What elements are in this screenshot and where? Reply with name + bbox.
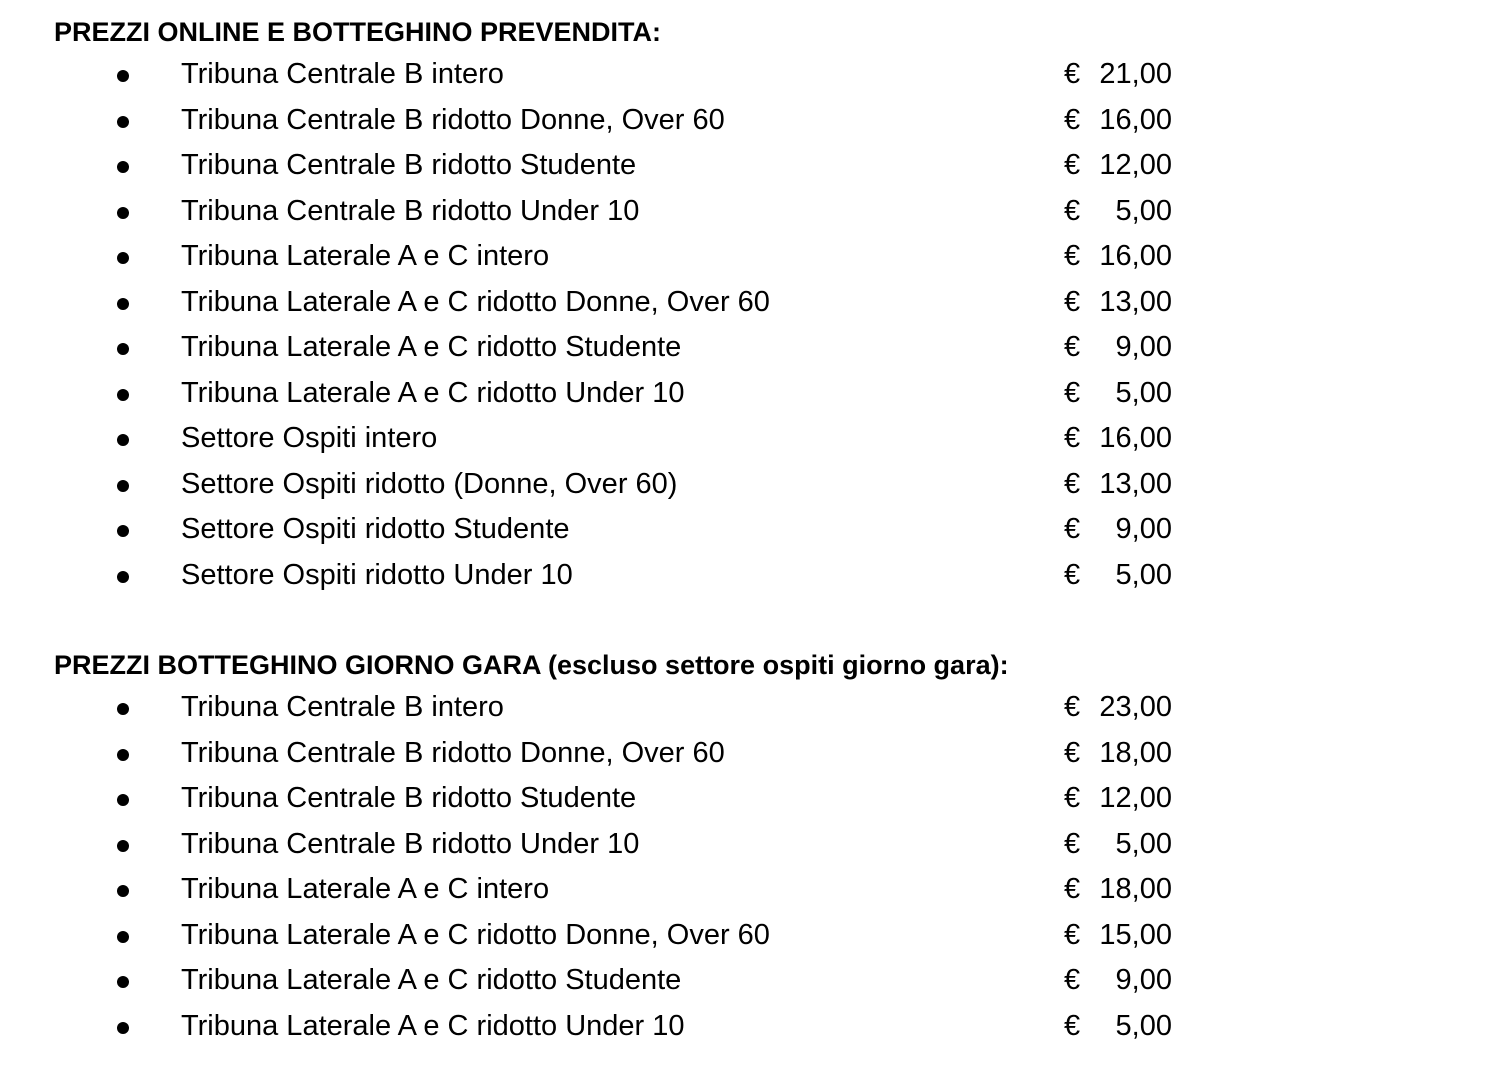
currency-symbol: €	[1064, 736, 1081, 769]
currency-symbol: €	[1064, 1009, 1081, 1042]
price-row	[54, 685, 1254, 731]
bullet-icon	[117, 389, 129, 401]
ticket-price	[1064, 822, 1172, 868]
price-amount: 5,00	[1115, 376, 1172, 409]
ticket-price	[1064, 371, 1172, 417]
ticket-price	[1064, 98, 1172, 144]
price-amount: 13,00	[1099, 467, 1172, 500]
ticket-label: Tribuna Laterale A e C ridotto Studente	[181, 964, 682, 996]
currency-symbol: €	[1064, 964, 1081, 996]
price-amount: 13,00	[1099, 285, 1172, 318]
bullet-icon	[117, 70, 129, 82]
ticket-label: Settore Ospiti ridotto Under 10	[181, 558, 573, 591]
ticket-price	[1064, 1004, 1172, 1050]
ticket-label: Tribuna Centrale B intero	[181, 691, 504, 723]
ticket-price	[1064, 143, 1172, 189]
ticket-label: Settore Ospiti intero	[181, 422, 438, 454]
price-row	[54, 371, 1254, 417]
price-amount: 18,00	[1099, 736, 1172, 769]
section-heading: PREZZI BOTTEGHINO GIORNO GARA (escluso settore ospiti giorno gara):	[54, 650, 1009, 680]
price-amount: 9,00	[1115, 331, 1172, 363]
price-amount: 9,00	[1115, 964, 1172, 996]
price-amount: 21,00	[1099, 58, 1172, 90]
ticket-price	[1064, 776, 1172, 822]
currency-symbol: €	[1064, 827, 1081, 860]
price-row	[54, 189, 1254, 235]
price-row	[54, 1004, 1254, 1050]
ticket-price	[1064, 325, 1172, 371]
bullet-icon	[117, 840, 129, 852]
bullet-icon	[117, 480, 129, 492]
price-amount: 16,00	[1099, 103, 1172, 136]
price-list	[54, 685, 1254, 1049]
ticket-label: Tribuna Laterale A e C ridotto Studente	[181, 331, 682, 363]
price-row	[54, 234, 1254, 280]
currency-symbol: €	[1064, 240, 1081, 272]
price-row	[54, 98, 1254, 144]
ticket-label: Settore Ospiti ridotto Studente	[181, 513, 570, 545]
ticket-label: Tribuna Centrale B ridotto Donne, Over 60	[181, 736, 725, 769]
bullet-icon	[117, 571, 129, 583]
ticket-price	[1064, 234, 1172, 280]
price-amount: 5,00	[1115, 194, 1172, 227]
price-row	[54, 731, 1254, 777]
bullet-icon	[117, 976, 129, 988]
section-heading: PREZZI ONLINE E BOTTEGHINO PREVENDITA:	[54, 17, 662, 47]
price-row	[54, 553, 1254, 599]
price-amount: 5,00	[1115, 558, 1172, 591]
bullet-icon	[117, 525, 129, 537]
currency-symbol: €	[1064, 285, 1081, 318]
price-row	[54, 507, 1254, 553]
ticket-price	[1064, 189, 1172, 235]
price-amount: 23,00	[1099, 691, 1172, 723]
currency-symbol: €	[1064, 558, 1081, 591]
bullet-icon	[117, 794, 129, 806]
ticket-price	[1064, 731, 1172, 777]
price-row	[54, 822, 1254, 868]
bullet-icon	[117, 1022, 129, 1034]
ticket-label: Settore Ospiti ridotto (Donne, Over 60)	[181, 467, 678, 500]
bullet-icon	[117, 116, 129, 128]
currency-symbol: €	[1064, 103, 1081, 136]
ticket-price	[1064, 958, 1172, 1004]
bullet-icon	[117, 434, 129, 446]
ticket-price	[1064, 280, 1172, 326]
currency-symbol: €	[1064, 422, 1081, 454]
price-row	[54, 958, 1254, 1004]
ticket-price	[1064, 913, 1172, 959]
ticket-price	[1064, 867, 1172, 913]
currency-symbol: €	[1064, 149, 1081, 181]
ticket-label: Tribuna Laterale A e C ridotto Donne, Over 60	[181, 285, 770, 318]
ticket-label: Tribuna Centrale B ridotto Under 10	[181, 194, 640, 227]
price-list	[54, 52, 1254, 598]
currency-symbol: €	[1064, 513, 1081, 545]
price-row	[54, 776, 1254, 822]
ticket-label: Tribuna Centrale B ridotto Donne, Over 60	[181, 103, 725, 136]
ticket-label: Tribuna Centrale B ridotto Studente	[181, 782, 637, 814]
section-giorno-gara	[54, 645, 1254, 1049]
ticket-price	[1064, 685, 1172, 731]
ticket-price	[1064, 462, 1172, 508]
bullet-icon	[117, 343, 129, 355]
bullet-icon	[117, 207, 129, 219]
price-amount: 16,00	[1099, 422, 1172, 454]
ticket-label: Tribuna Laterale A e C intero	[181, 873, 550, 905]
price-row	[54, 143, 1254, 189]
currency-symbol: €	[1064, 691, 1081, 723]
price-row	[54, 416, 1254, 462]
currency-symbol: €	[1064, 918, 1081, 951]
price-amount: 9,00	[1115, 513, 1172, 545]
price-amount: 16,00	[1099, 240, 1172, 272]
ticket-label: Tribuna Laterale A e C ridotto Under 10	[181, 376, 685, 409]
price-amount: 5,00	[1115, 1009, 1172, 1042]
bullet-icon	[117, 885, 129, 897]
price-amount: 12,00	[1099, 149, 1172, 181]
price-row	[54, 913, 1254, 959]
price-amount: 12,00	[1099, 782, 1172, 814]
ticket-label: Tribuna Centrale B intero	[181, 58, 504, 90]
bullet-icon	[117, 252, 129, 264]
currency-symbol: €	[1064, 58, 1081, 90]
price-amount: 18,00	[1099, 873, 1172, 905]
ticket-label: Tribuna Laterale A e C intero	[181, 240, 550, 272]
ticket-price	[1064, 553, 1172, 599]
ticket-price	[1064, 507, 1172, 553]
price-row	[54, 325, 1254, 371]
ticket-label: Tribuna Centrale B ridotto Studente	[181, 149, 637, 181]
price-amount: 5,00	[1115, 827, 1172, 860]
bullet-icon	[117, 703, 129, 715]
currency-symbol: €	[1064, 467, 1081, 500]
currency-symbol: €	[1064, 331, 1081, 363]
ticket-price	[1064, 416, 1172, 462]
bullet-icon	[117, 749, 129, 761]
bullet-icon	[117, 161, 129, 173]
price-row	[54, 52, 1254, 98]
price-row	[54, 867, 1254, 913]
ticket-label: Tribuna Centrale B ridotto Under 10	[181, 827, 640, 860]
ticket-price	[1064, 52, 1172, 98]
currency-symbol: €	[1064, 376, 1081, 409]
ticket-label: Tribuna Laterale A e C ridotto Under 10	[181, 1009, 685, 1042]
ticket-label: Tribuna Laterale A e C ridotto Donne, Over 60	[181, 918, 770, 951]
price-row	[54, 280, 1254, 326]
price-amount: 15,00	[1099, 918, 1172, 951]
bullet-icon	[117, 298, 129, 310]
bullet-icon	[117, 931, 129, 943]
currency-symbol: €	[1064, 194, 1081, 227]
section-online-prevendita	[54, 12, 1254, 598]
currency-symbol: €	[1064, 782, 1081, 814]
price-row	[54, 462, 1254, 508]
currency-symbol: €	[1064, 873, 1081, 905]
